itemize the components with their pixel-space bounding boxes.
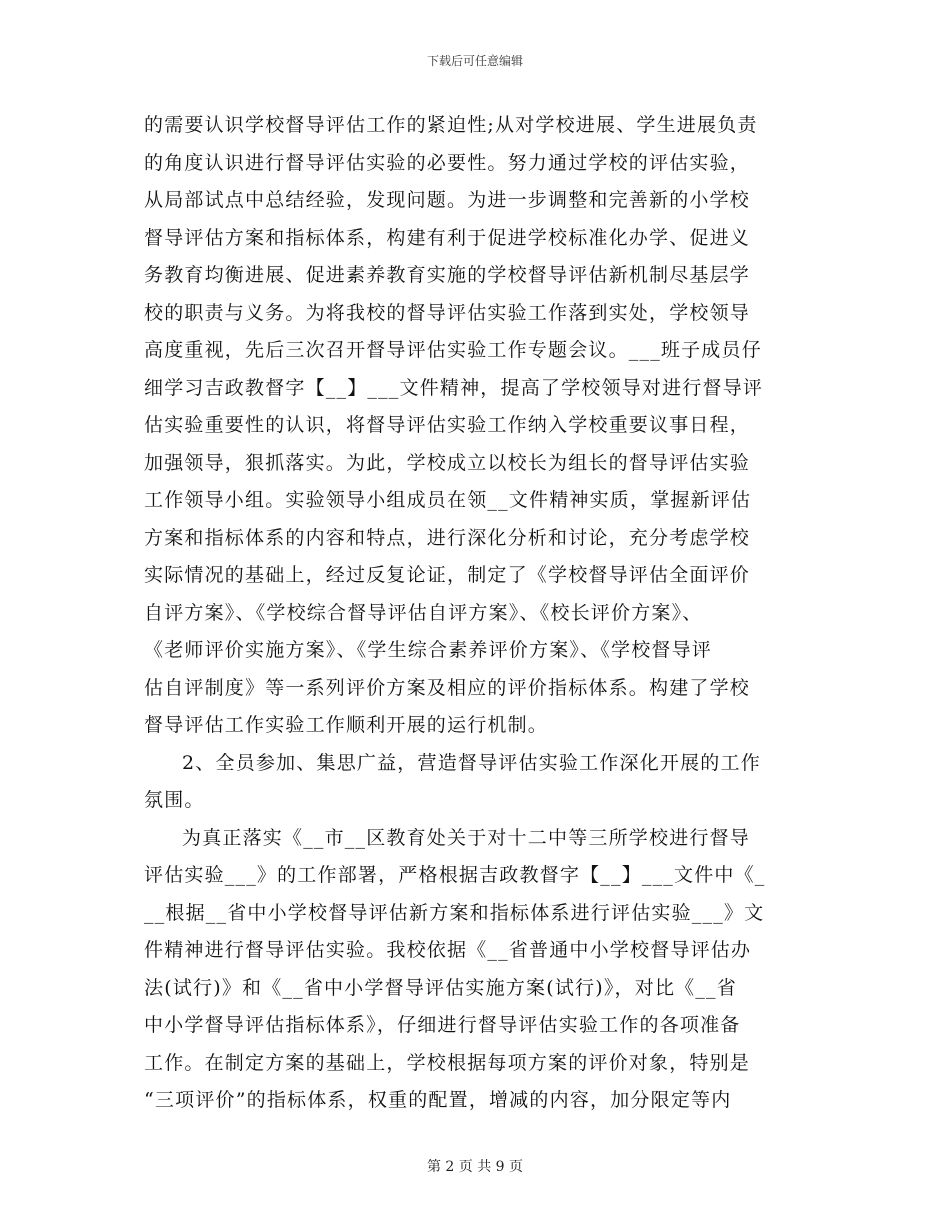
document-body (144, 107, 804, 1120)
body-line: “三项评价”的指标体系，权重的配置，增减的内容，加分限定等内 (144, 1089, 732, 1111)
body-line: 加强领导，狠抓落实。为此，学校成立以校长为组长的督导评估实验 (144, 451, 751, 474)
body-line: 估实验重要性的认识，将督导评估实验工作纳入学校重要议事日程， (144, 414, 751, 436)
body-line: 中小学督导评估指标体系》，仔细进行督导评估实验工作的各项准备 (144, 1014, 741, 1036)
body-line: 的角度认识进行督导评估实验的必要性。努力通过学校的评估实验， (144, 151, 751, 174)
body-line: 实际情况的基础上，经过反复论证，制定了《学校督导评估全面评价 (144, 564, 751, 586)
page-header-note: 下载后可任意编辑 (426, 54, 523, 68)
section-heading-line: 氛围。 (144, 789, 205, 811)
body-line: 的需要认识学校督导评估工作的紧迫性;从对学校进展、学生进展负责 (144, 114, 758, 136)
body-line: 督导评估方案和指标体系，构建有利于促进学校标准化办学、促进义 (144, 226, 751, 249)
body-line: 法(试行)》和《__省中小学督导评估实施方案(试行)》，对比《__省 (144, 976, 737, 999)
body-line: 务教育均衡进展、促进素养教育实施的学校督导评估新机制尽基层学 (144, 264, 751, 286)
body-line: 估自评制度》等一系列评价方案及相应的评价指标体系。构建了学校 (144, 676, 751, 699)
body-line: 从局部试点中总结经验，发现问题。为进一步调整和完善新的小学校 (144, 189, 751, 211)
body-line: 自评方案》、《学校综合督导评估自评方案》、《校长评价方案》、 (144, 601, 703, 624)
body-line: 高度重视，先后三次召开督导评估实验工作专题会议。___班子成员仔 (144, 339, 762, 361)
body-line: 工作。在制定方案的基础上，学校根据每项方案的评价对象，特别是 (144, 1051, 751, 1074)
body-line: 工作领导小组。实验领导小组成员在领__文件精神实质，掌握新评估 (144, 489, 752, 511)
body-line: 《老师评价实施方案》、《学生综合素养评价方案》、《学校督导评 (144, 639, 713, 661)
body-line: 件精神进行督导评估实验。我校依据《__省普通中小学校督导评估办 (144, 939, 752, 961)
body-line: 为真正落实《__市__区教育处关于对十二中等三所学校进行督导 (182, 826, 751, 849)
body-line: 评估实验___》的工作部署，严格根据吉政教督字【__】___文件中《_ (144, 864, 766, 886)
page-number: 第 2 页 共 9 页 (426, 1159, 524, 1175)
body-line: 细学习吉政教督字【__】___文件精神，提高了学校领导对进行督导评 (144, 376, 764, 399)
body-line: 校的职责与义务。为将我校的督导评估实验工作落到实处，学校领导 (144, 301, 751, 324)
section-heading-line: 2、全员参加、集思广益，营造督导评估实验工作深化开展的工作 (182, 751, 761, 774)
body-line: 方案和指标体系的内容和特点，进行深化分析和讨论，充分考虑学校 (144, 526, 751, 549)
body-line: __根据__省中小学校督导评估新方案和指标体系进行评估实验___》文 (144, 901, 765, 924)
body-line: 督导评估工作实验工作顺利开展的运行机制。 (144, 714, 549, 736)
